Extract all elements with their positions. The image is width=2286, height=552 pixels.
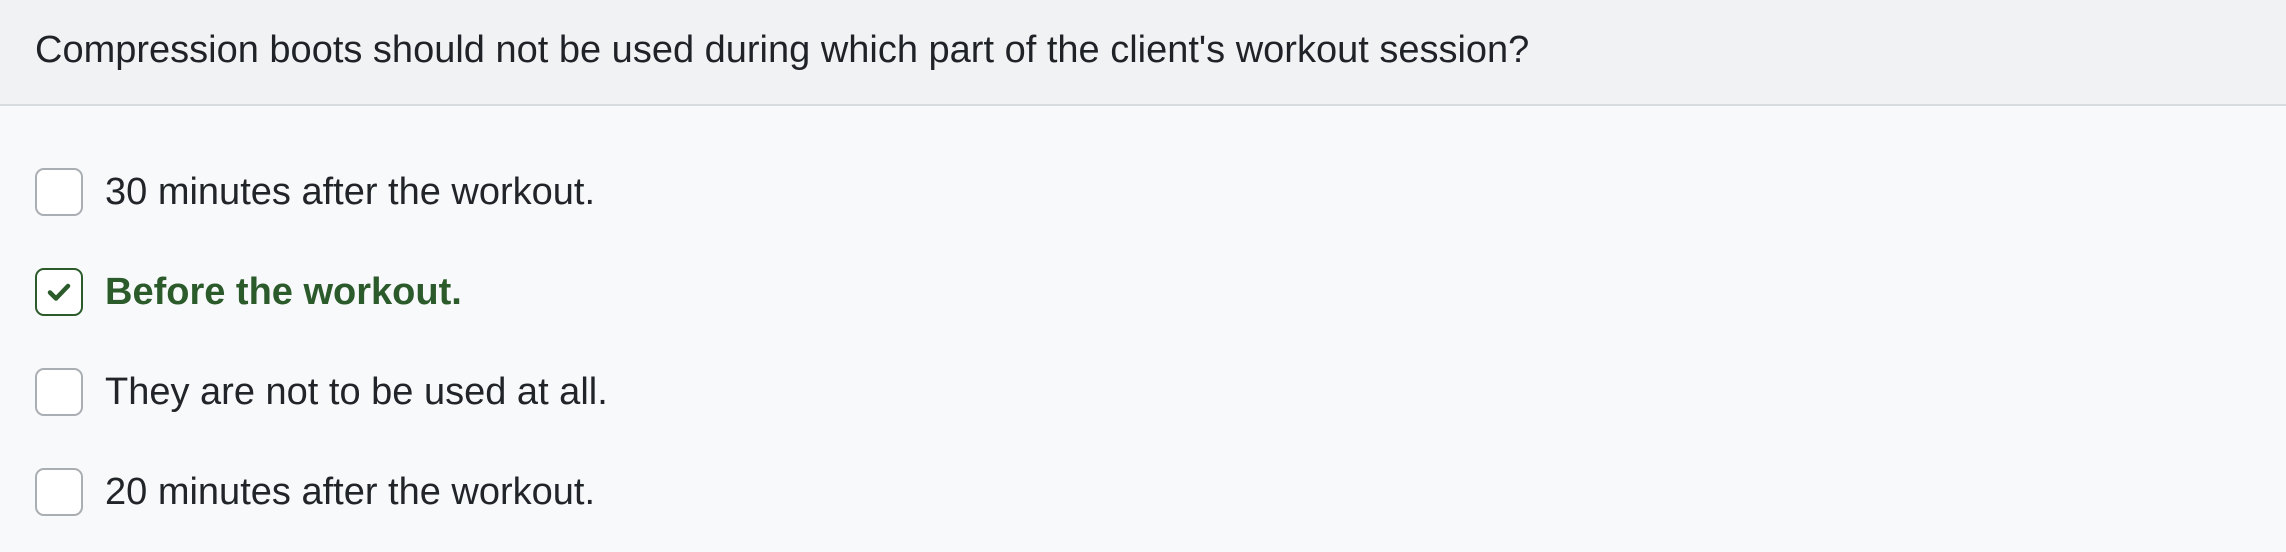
question-text: Compression boots should not be used during which part of the client's workout session?	[35, 28, 1530, 71]
answer-label-2: Before the workout.	[105, 271, 462, 313]
answer-option-2[interactable]	[35, 265, 462, 319]
answer-label-3: They are not to be used at all.	[105, 371, 608, 413]
answer-option-4[interactable]	[35, 465, 595, 519]
checkbox-1[interactable]	[35, 168, 83, 216]
checkmark-icon	[44, 277, 74, 307]
checkbox-3[interactable]	[35, 368, 83, 416]
answer-option-3[interactable]	[35, 365, 608, 419]
checkbox-2[interactable]	[35, 268, 83, 316]
checkbox-4[interactable]	[35, 468, 83, 516]
answer-label-1: 30 minutes after the workout.	[105, 171, 596, 213]
answer-label-4: 20 minutes after the workout.	[105, 471, 596, 513]
question-header	[0, 0, 2286, 106]
answer-option-1[interactable]	[35, 165, 595, 219]
